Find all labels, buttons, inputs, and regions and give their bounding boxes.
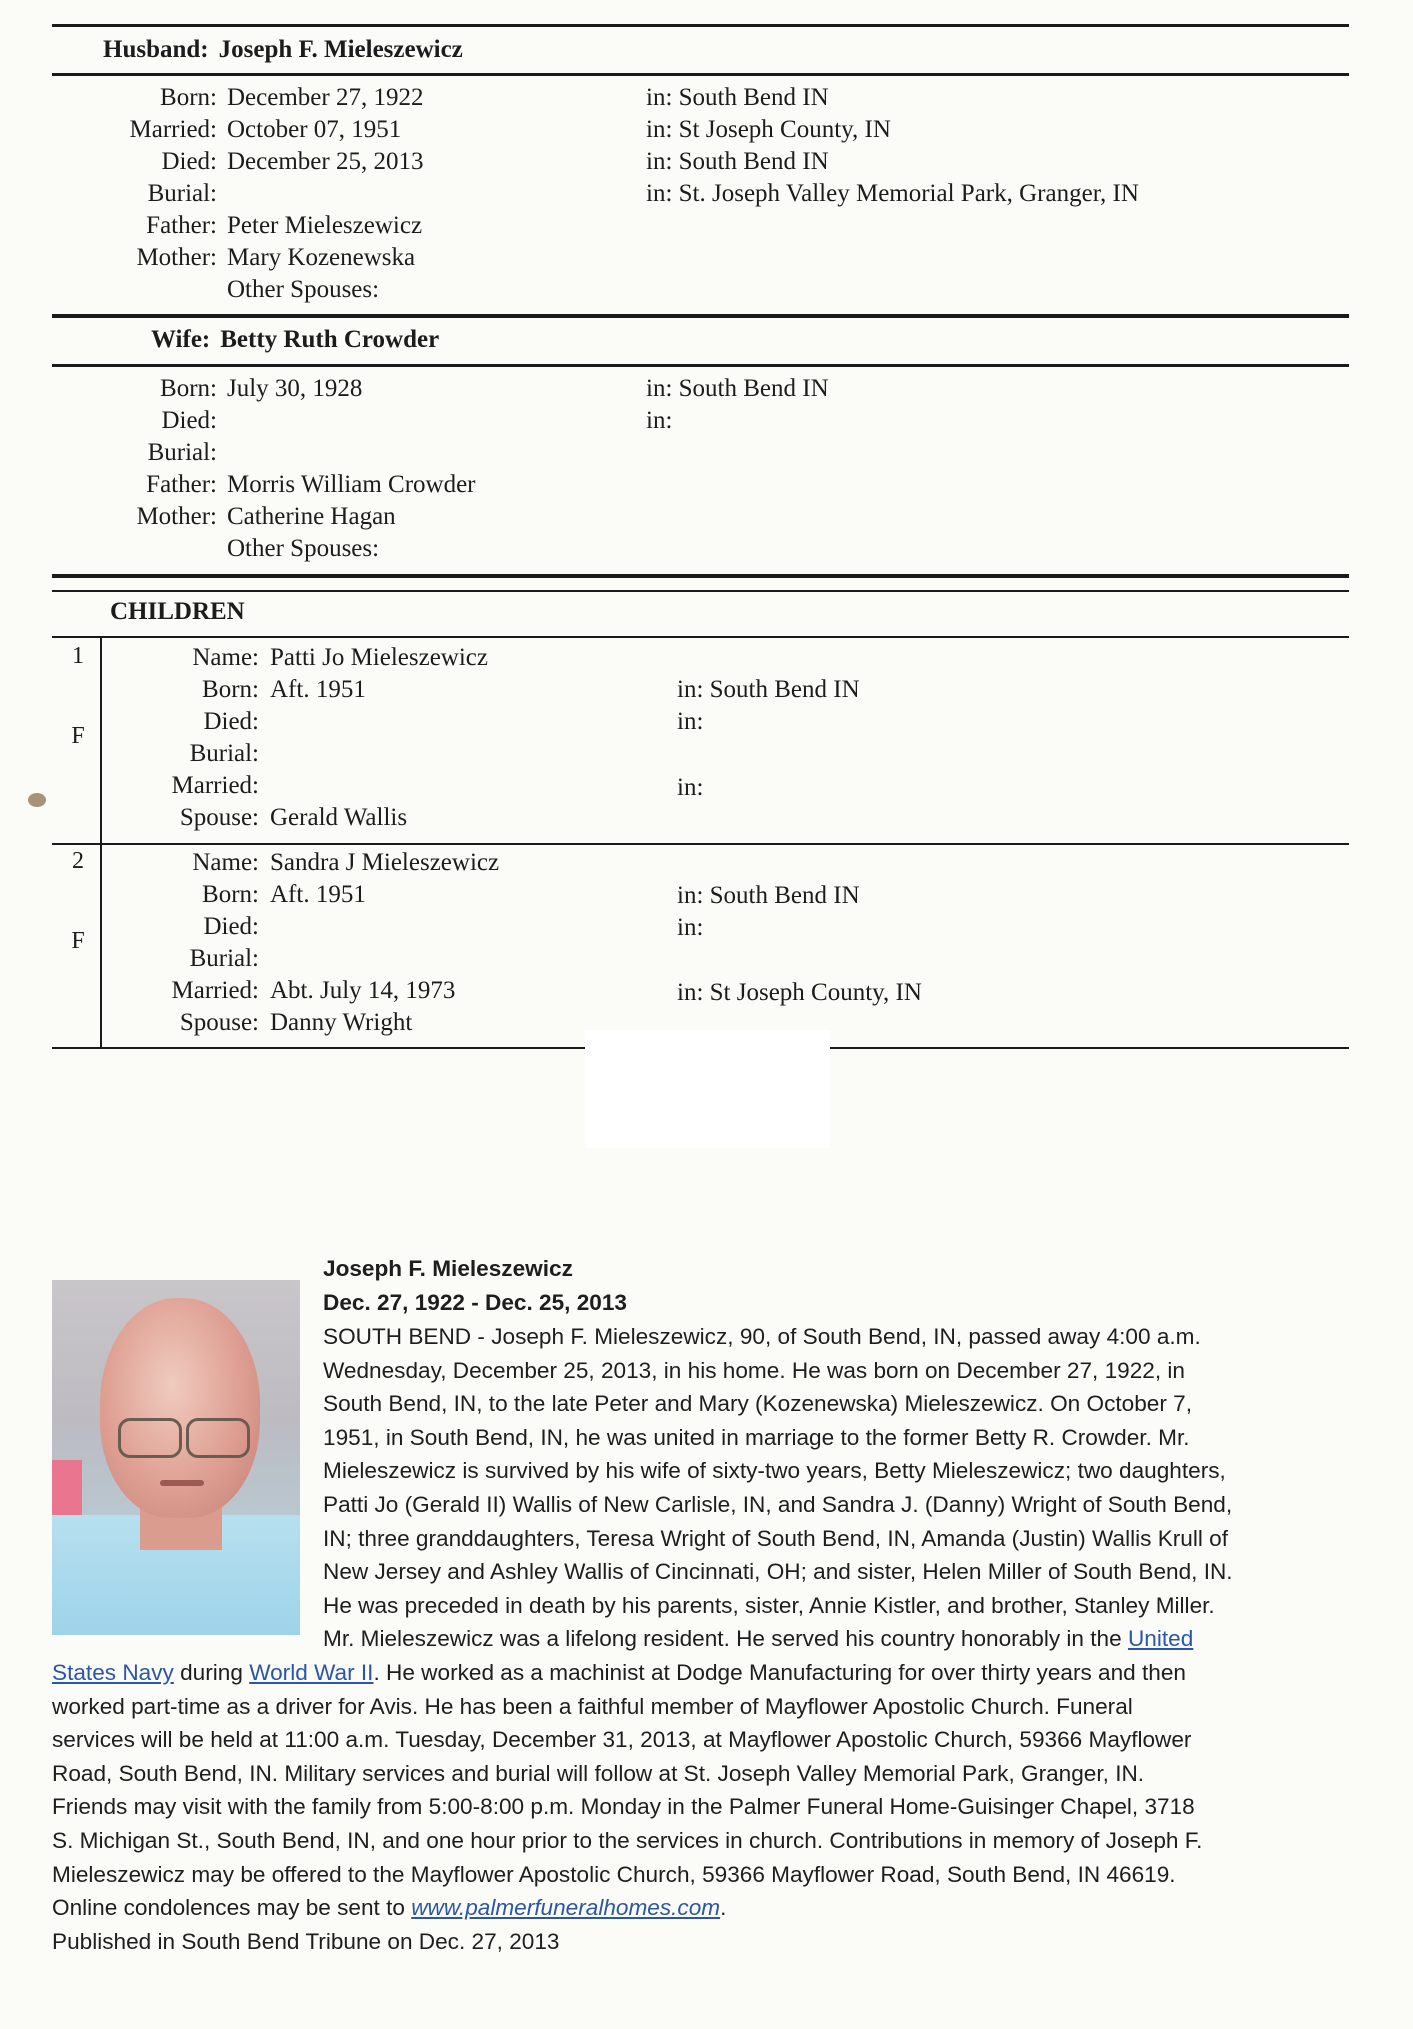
children-top-rule-thick xyxy=(52,574,1349,578)
obituary-line: Friends may visit with the family from 5:00-8:00 p.m. Monday in the Palmer Funeral Home-Guisinger Chapel, 3718 xyxy=(52,1794,1195,1820)
child-1-spouse-value: Gerald Wallis xyxy=(270,804,408,831)
wife-top-rule xyxy=(52,314,1349,318)
husband-heading xyxy=(103,34,463,66)
child-2-born-label: Born: xyxy=(202,881,259,908)
child-1-born-label: Born: xyxy=(202,676,259,703)
children-heading: CHILDREN xyxy=(110,598,245,625)
obituary-text-wide xyxy=(52,1656,1352,1958)
husband-burial-label: Burial: xyxy=(147,180,217,207)
obituary-dates: Dec. 27, 1922 - Dec. 25, 2013 xyxy=(323,1290,627,1315)
condolences-end: . xyxy=(720,1895,727,1921)
child-2-sex: F xyxy=(71,928,85,954)
child-1-married-place: in: xyxy=(677,774,704,801)
husband-burial-place: in: St. Joseph Valley Memorial Park, Granger, IN xyxy=(646,180,1139,207)
photo-glasses-left xyxy=(118,1418,182,1458)
obituary-line: S. Michigan St., South Bend, IN, and one hour prior to the services in church. Contributions in memory of Joseph F. xyxy=(52,1827,1203,1853)
wife-father-value: Morris William Crowder xyxy=(227,471,476,498)
husband-other-spouses: Other Spouses: xyxy=(227,276,380,303)
child-1-burial-label: Burial: xyxy=(189,740,259,767)
husband-born-place: in: South Bend IN xyxy=(646,84,829,111)
husband-married-value: October 07, 1951 xyxy=(227,116,402,143)
child-2-born-value: Aft. 1951 xyxy=(270,881,366,908)
obituary-line: Mieleszewicz may be offered to the Mayflower Apostolic Church, 59366 Mayflower Road, South Bend, IN 46619. xyxy=(52,1861,1176,1887)
obituary-text-narrow xyxy=(323,1320,1349,1656)
husband-rule xyxy=(52,73,1349,76)
obituary-line xyxy=(323,1622,1349,1656)
husband-died-value: December 25, 2013 xyxy=(227,148,424,175)
united-states-navy-link-part2[interactable]: States Navy xyxy=(52,1660,174,1685)
child-1-spouse-label: Spouse: xyxy=(179,804,259,831)
child-1-name-label: Name: xyxy=(192,644,259,671)
obituary-line: SOUTH BEND - Joseph F. Mieleszewicz, 90, of South Bend, IN, passed away 4:00 a.m. xyxy=(323,1324,1201,1349)
child-2-spouse-label: Spouse: xyxy=(179,1009,259,1036)
child-2-married-label: Married: xyxy=(171,977,259,1004)
child-1-married-label: Married: xyxy=(171,772,259,799)
husband-married-place: in: St Joseph County, IN xyxy=(646,116,891,143)
child-2-burial-label: Burial: xyxy=(189,945,259,972)
husband-role: Husband: xyxy=(103,36,209,63)
wife-rule xyxy=(52,364,1349,367)
child-2-died-label: Died: xyxy=(203,913,259,940)
children-column-divider xyxy=(100,636,102,1048)
child-2-died-place: in: xyxy=(677,914,704,941)
obituary-line-text: Mr. Mieleszewicz was a lifelong resident. He served his country honorably in the xyxy=(323,1626,1128,1652)
child-2-spouse-value: Danny Wright xyxy=(270,1009,413,1036)
obituary-line xyxy=(52,1656,1352,1690)
children-top-rule-thin xyxy=(52,590,1349,592)
child-1-sex: F xyxy=(71,723,85,749)
husband-born-value: December 27, 1922 xyxy=(227,84,424,111)
pasted-blank-patch xyxy=(585,1030,830,1148)
wife-role: Wife: xyxy=(151,326,211,353)
top-rule xyxy=(52,24,1349,27)
wife-born-value: July 30, 1928 xyxy=(227,375,363,402)
funeral-home-link[interactable]: www.palmerfuneralhomes.com xyxy=(411,1895,721,1921)
world-war-ii-link[interactable]: World War II xyxy=(249,1660,374,1685)
obituary-line: New Jersey and Ashley Wallis of Cincinnati, OH; and sister, Helen Miller of South Bend, IN. xyxy=(323,1559,1233,1585)
condolences-text: Online condolences may be sent to xyxy=(52,1895,412,1921)
husband-died-place: in: South Bend IN xyxy=(646,148,829,175)
child-2-married-place: in: St Joseph County, IN xyxy=(677,979,922,1006)
obituary-line: 1951, in South Bend, IN, he was united in marriage to the former Betty R. Crowder. Mr. xyxy=(323,1424,1190,1450)
wife-burial-label: Burial: xyxy=(147,439,217,466)
obituary-line: South Bend, IN, to the late Peter and Mary (Kozenewska) Mieleszewicz. On October 7, xyxy=(323,1391,1193,1417)
obituary-line: Mieleszewicz is survived by his wife of sixty-two years, Betty Mieleszewicz; two daughters, xyxy=(323,1458,1226,1484)
obituary-line: Wednesday, December 25, 2013, in his home. He was born on December 27, 1922, in xyxy=(323,1357,1185,1383)
obituary-line: Road, South Bend, IN. Military services and burial will follow at St. Joseph Valley Memorial Park, Granger, IN. xyxy=(52,1760,1145,1786)
obituary-line: IN; three granddaughters, Teresa Wright of South Bend, IN, Amanda (Justin) Wallis Krull of xyxy=(323,1525,1229,1551)
husband-married-label: Married: xyxy=(129,116,217,143)
wife-born-label: Born: xyxy=(160,375,217,402)
child-1-born-value: Aft. 1951 xyxy=(270,676,366,703)
wife-died-label: Died: xyxy=(161,407,217,434)
child-2-number: 2 xyxy=(72,848,84,874)
photo-background-stripe xyxy=(52,1460,82,1520)
husband-mother-label: Mother: xyxy=(136,244,217,271)
obituary-line: worked part-time as a driver for Avis. He has been a faithful member of Mayflower Apostolic Church. Funeral xyxy=(52,1693,1133,1719)
wife-other-spouses: Other Spouses: xyxy=(227,535,380,562)
child-2-name-label: Name: xyxy=(192,849,259,876)
child-divider-rule xyxy=(52,843,1349,845)
photo-mouth xyxy=(160,1480,204,1486)
child-1-number: 1 xyxy=(72,643,84,669)
photo-glasses-right xyxy=(186,1418,250,1458)
child-2-born-place: in: South Bend IN xyxy=(677,882,860,909)
obituary-published: Published in South Bend Tribune on Dec. 27, 2013 xyxy=(52,1928,560,1954)
children-rule xyxy=(52,636,1349,638)
wife-born-place: in: South Bend IN xyxy=(646,375,829,402)
obituary-name: Joseph F. Mieleszewicz xyxy=(323,1256,573,1281)
united-states-navy-link-part1[interactable]: United xyxy=(1127,1626,1194,1652)
husband-father-label: Father: xyxy=(146,212,217,239)
husband-name: Joseph F. Mieleszewicz xyxy=(218,36,463,63)
obituary-line: He was preceded in death by his parents, sister, Annie Kistler, and brother, Stanley Miller. xyxy=(323,1592,1215,1618)
child-2-name-value: Sandra J Mieleszewicz xyxy=(270,849,500,876)
paper-blot xyxy=(28,793,46,807)
husband-mother-value: Mary Kozenewska xyxy=(227,244,416,271)
wife-died-place: in: xyxy=(646,407,673,434)
obituary-line: services will be held at 11:00 a.m. Tuesday, December 31, 2013, at Mayflower Apostolic Church, 59366 Mayflower xyxy=(52,1727,1192,1753)
child-1-name-value: Patti Jo Mieleszewicz xyxy=(270,644,488,671)
husband-father-value: Peter Mieleszewicz xyxy=(227,212,423,239)
child-2-married-value: Abt. July 14, 1973 xyxy=(270,977,456,1004)
child-1-died-place: in: xyxy=(677,708,704,735)
obituary-photo xyxy=(52,1280,300,1635)
wife-mother-label: Mother: xyxy=(136,503,217,530)
wife-mother-value: Catherine Hagan xyxy=(227,503,396,530)
child-1-born-place: in: South Bend IN xyxy=(677,676,860,703)
husband-died-label: Died: xyxy=(161,148,217,175)
husband-born-label: Born: xyxy=(160,84,217,111)
obituary-line xyxy=(52,1891,1352,1925)
wife-heading xyxy=(151,324,439,356)
wife-father-label: Father: xyxy=(146,471,217,498)
obituary-line: Patti Jo (Gerald II) Wallis of New Carlisle, IN, and Sandra J. (Danny) Wright of South Bend, xyxy=(323,1491,1233,1517)
wife-name: Betty Ruth Crowder xyxy=(220,326,440,353)
obituary-during: during xyxy=(173,1660,250,1685)
obituary-line-rest: . He worked as a machinist at Dodge Manufacturing for over thirty years and then xyxy=(373,1660,1186,1685)
child-1-died-label: Died: xyxy=(203,708,259,735)
